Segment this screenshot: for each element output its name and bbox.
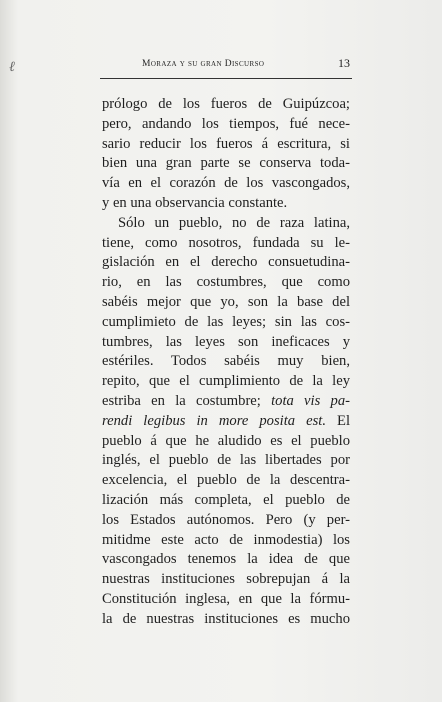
text-line: prólogo de los fueros de Guipúzcoa; [102, 96, 350, 112]
text-line: estériles. Todos sabéis muy bien, [102, 353, 350, 370]
text-line: Sólo un pueblo, no de raza latina, [118, 214, 350, 231]
page-header [100, 56, 350, 72]
text-line: pueblo á que he aludido es el pueblo [102, 432, 350, 449]
text-line: repito, que el cumplimiento de la ley [102, 373, 350, 390]
text-line: nuestras instituciones sobrepujan á la [102, 571, 350, 588]
running-head: Moraza y su gran Discurso [142, 59, 265, 69]
text-line: sabéis mejor que yo, son la base del [102, 293, 350, 310]
text-line: tumbres, las leyes son ineficaces y [102, 333, 350, 350]
line-text: estriba en la costumbre; [102, 392, 272, 409]
text-line: vascongados tenemos la idea de que [102, 551, 350, 568]
text-line: pero, andando los tiempos, fué nece- [102, 115, 350, 132]
text-line: gislación en el derecho consuetudina- [102, 254, 350, 271]
text-line: lización más completa, el pueblo de [102, 491, 350, 508]
text-line [102, 412, 350, 432]
margin-mark: ℓ [9, 60, 15, 75]
body-text [102, 95, 350, 630]
text-line: los Estados autónomos. Pero (y per- [102, 511, 350, 528]
text-line: cumplimieto de las leyes; sin las cos- [102, 313, 350, 330]
text-line: bien una gran parte se conserva toda- [102, 155, 350, 172]
text-line: excelencia, el pueblo de la descentra- [102, 472, 350, 489]
line-text: El [325, 412, 350, 429]
text-line: la de nuestras instituciones es mucho [102, 610, 350, 627]
text-line: mitidme este acto de inmodestia) los [102, 531, 350, 548]
page-number: 13 [338, 56, 350, 70]
text-line: rio, en las costumbres, que como [102, 274, 350, 291]
text-line: vía en el corazón de los vascongados, [102, 175, 350, 192]
text-line: inglés, el pueblo de las libertades por [102, 452, 350, 469]
header-rule [100, 78, 352, 79]
latin-quote: rendi legibus in more posita est. [102, 412, 326, 429]
text-line: Constitución inglesa, en que la fórmu- [102, 590, 350, 607]
latin-quote: tota vis pa- [271, 392, 350, 409]
text-line: sario reducir los fueros á escritura, si [102, 135, 350, 152]
text-line: y en una observancia constante. [102, 194, 288, 211]
text-line: tiene, como nosotros, fundada su le- [102, 234, 350, 251]
text-line [102, 392, 350, 412]
